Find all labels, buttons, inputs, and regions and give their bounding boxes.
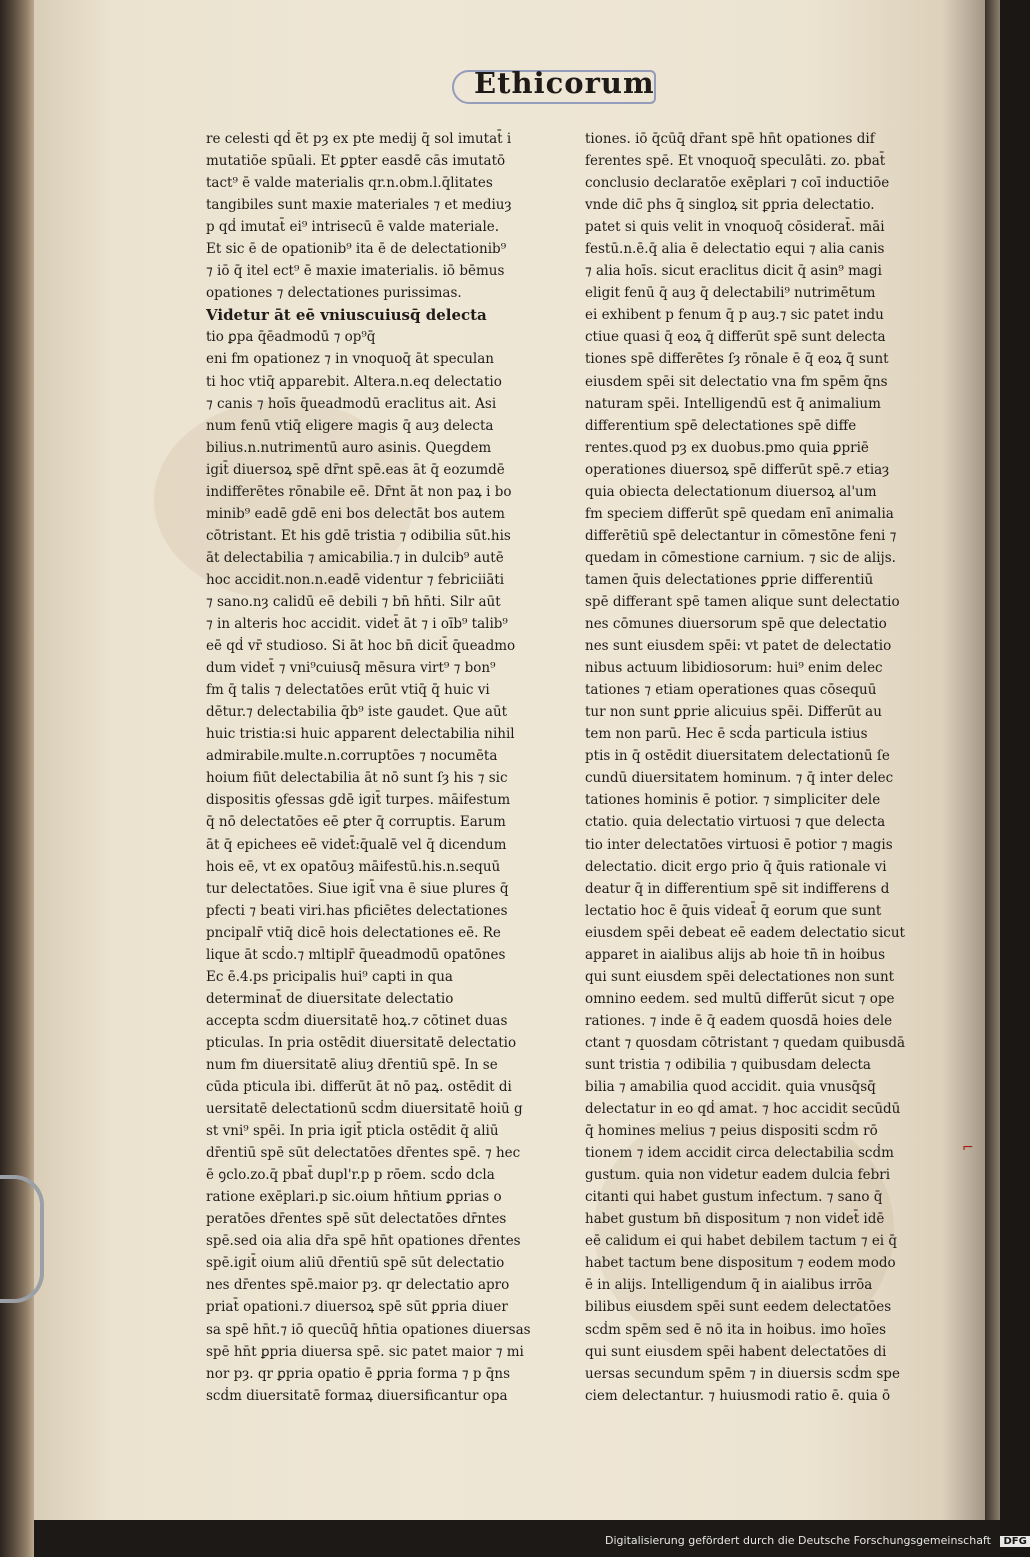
text-line: spē differant spē tamen alique sunt delectatio	[585, 593, 900, 610]
text-line: vnde dic̄ phs q̄ singloꝝ sit ꝑpria delectatio.	[585, 197, 875, 214]
text-line: qui sunt eiusdem spēi delectationes non sunt	[585, 968, 895, 985]
text-line: tur delectatōes. Siue igit̄ vna ē siue plures q̄	[206, 880, 509, 897]
text-line: ctiue quasi q̄ eoꝝ q̄ differūt spē sunt delecta	[585, 329, 886, 346]
text-line: st vni⁹ spēi. In pria igit̄ pticla ostēdit q̄ aliū	[206, 1123, 499, 1140]
text-line: tiones spē differētes ſȝ rōnale ē q̄ eoꝝ q̄ sunt	[585, 351, 889, 368]
left-text-column	[206, 128, 568, 1407]
text-line: q̄ nō delectatōes eē ꝑter q̄ corruptis. Earum	[206, 814, 506, 831]
text-line: ⁊ canis ⁊ hoīs q̄ueadmodū eraclitus ait. Asi	[206, 395, 497, 412]
text-line: tio ꝑpa q̄ēadmodū ⁊ op⁹q̄	[206, 329, 376, 346]
text-line: cūda pticula ibi. differūt āt nō paꝝ. ostēdit di	[206, 1079, 512, 1096]
text-line: ⁊ sano.nȝ calidū eē debili ⁊ bn̄ hn̄ti. Silr aūt	[206, 593, 501, 610]
paper-clip-icon	[0, 1175, 44, 1303]
text-line: bilius.n.nutrimentū auro asinis. Quegdem	[206, 439, 492, 456]
text-line: eē calidum ei qui habet debilem tactum ⁊ ei q̄	[585, 1233, 898, 1250]
text-line: tur non sunt ꝑprie alicuius spēi. Differūt au	[585, 704, 882, 721]
text-line: dētur.⁊ delectabilia q̄b⁹ iste gaudet. Que aūt	[206, 704, 508, 721]
text-line: differētiū spē delectantur in cōmestōne feni ⁊	[585, 527, 897, 544]
text-line: huic tristia:si huic apparent delectabilia nihil	[206, 726, 515, 743]
text-line: dum videt̄ ⁊ vni⁹cuiusq̄ mēsura virt⁹ ⁊ bon⁹	[206, 660, 496, 677]
text-line: ē in alijs. Intelligendum q̄ in aialibus irrōa	[585, 1277, 873, 1294]
margin-annotation-icon: ⌐	[962, 1140, 974, 1156]
text-line: priat̄ opationi.⁊ diuersoꝝ spē sūt ꝑpria diuer	[206, 1299, 508, 1316]
text-line: tionem ⁊ idem accidit circa delectabilia scḋm	[585, 1145, 894, 1162]
text-line: habet gustum bn̄ dispositum ⁊ non videt̄ idē	[585, 1211, 885, 1228]
text-line: eligit fenū q̄ auȝ q̄ delectabili⁹ nutrimētum	[585, 285, 876, 302]
text-line: nes sunt eiusdem spēi: vt patet de delectatio	[585, 638, 892, 655]
text-line: lique āt scḋo.⁊ mltiplr̄ q̄ueadmodū opatōnes	[206, 946, 506, 963]
text-line: peratōes dr̄entes spē sūt delectatōes dr̄ntes	[206, 1211, 507, 1228]
text-line: ⁊ alia hoīs. sicut eraclitus dicit q̄ asin⁹ magi	[585, 263, 882, 280]
text-line: bilia ⁊ amabilia quod accidit. quia vnusq̄sq̄	[585, 1079, 876, 1096]
text-line: patet si quis velit in vnoquoq̄ cōsiderat̄. māi	[585, 219, 885, 236]
text-line: delectatio. dicit ergo prio q̄ q̄uis rationale vi	[585, 858, 887, 875]
text-line: accepta scḋm diuersitatē hoꝝ.⁊ cōtinet duas	[206, 1012, 508, 1029]
text-line: tationes hominis ē potior. ⁊ simpliciter dele	[585, 792, 881, 809]
text-line: q̄ homines melius ⁊ peius dispositi scḋm rō	[585, 1123, 878, 1140]
text-line: pticulas. In pria ostēdit diuersitatē delectatio	[206, 1034, 517, 1051]
text-line: āt delectabilia ⁊ amicabilia.⁊ in dulcib⁹ autē	[206, 549, 504, 566]
text-line: āt q̄ epichees eē videt̄:q̄ualē vel q̄ dicendum	[206, 836, 507, 853]
text-line: ferentes spē. Et vnoquoq̄ speculāti. zo. pbat̄	[585, 153, 886, 170]
dfg-logo: DFG	[1000, 1536, 1029, 1547]
text-line: pfecti ⁊ beati viri.has pficiētes delectationes	[206, 902, 508, 919]
facing-page-edge	[985, 0, 1000, 1520]
text-line: Et sic ē de opationib⁹ ita ē de delectationib⁹	[206, 241, 507, 258]
text-line: scḋm diuersitatē formaꝝ diuersificantur opa	[206, 1387, 508, 1404]
text-line: sa spē hn̄t.⁊ iō quecūq̄ hn̄tia opationes diuersas	[206, 1321, 531, 1338]
text-line: ptis in q̄ ostēdit diuersitatem delectationū ſe	[585, 748, 890, 765]
text-line: rentes.quod pȝ ex duobus.pmo quia ꝑpriē	[585, 439, 869, 456]
text-line: admirabile.multe.n.corruptōes ⁊ nocumēta	[206, 748, 498, 765]
text-line: quedam in cōmestione carnium. ⁊ sic de alijs.	[585, 549, 896, 566]
text-line: indifferētes rōnabile eē. Dr̄nt āt non paꝝ i bo	[206, 483, 512, 500]
text-line: hois eē, vt ex opatōuȝ māifestū.his.n.sequū	[206, 858, 501, 875]
text-line: festū.n.ē.q̄ alia ē delectatio equi ⁊ alia canis	[585, 241, 885, 258]
text-line: opationes ⁊ delectationes purissimas.	[206, 285, 462, 302]
text-line: nor pȝ. qr ꝑpria opatio ē ꝑpria forma ⁊ p q̄ns	[206, 1365, 511, 1382]
text-line: ciem delectantur. ⁊ huiusmodi ratio ē. quia ō	[585, 1387, 891, 1404]
text-line: minib⁹ eadē gdē eni bos delectāt bos autem	[206, 505, 505, 522]
text-line: citanti qui habet gustum infectum. ⁊ sano q̄	[585, 1189, 883, 1206]
text-line: ctant ⁊ quosdam cōtristant ⁊ quedam quibusdā	[585, 1034, 906, 1051]
text-line: p qḋ imutat̄ ei⁹ intrisecū ē valde materiale.	[206, 219, 500, 236]
text-line: nes cōmunes diuersorum spē que delectatio	[585, 616, 887, 633]
text-line: bilibus eiusdem spēi sunt eedem delectatōes	[585, 1299, 892, 1316]
text-line: eni fm opationez ⁊ in vnoquoq̄ āt speculan	[206, 351, 494, 368]
text-line: dispositis ꝯfessas gdē igit̄ turpes. māifestum	[206, 792, 511, 809]
text-line: nibus actuum libidiosorum: hui⁹ enim delec	[585, 660, 883, 677]
text-line: igit̄ diuersoꝝ spē dr̄nt spē.eas āt q̄ eozumdē	[206, 461, 505, 478]
text-line: eē qḋ vr̄ studioso. Si āt hoc bn̄ dicit̄ q̄ueadmo	[206, 638, 516, 655]
text-line: gustum. quia non videtur eadem dulcia febri	[585, 1167, 891, 1184]
text-line: hoium fiūt delectabilia āt nō sunt ſȝ his ⁊ sic	[206, 770, 508, 787]
text-line: ratione exēplari.p sic.oium hn̄tium ꝑprias o	[206, 1189, 502, 1206]
text-line: tamen q̄uis delectationes ꝑprie differentiū	[585, 571, 874, 588]
text-line: tact⁹ ē valde materialis qr.n.obm.l.q̄litates	[206, 175, 493, 192]
text-line: scḋm spēm sed ē nō ita in hoibus. imo hoīes	[585, 1321, 887, 1338]
text-line: Ec ē.4.ps pricipalis hui⁹ capti in qua	[206, 968, 453, 985]
text-line: deatur q̄ in differentium spē sit indifferens d	[585, 880, 890, 897]
right-text-column	[585, 128, 933, 1407]
text-line: operationes diuersoꝝ spē differūt spē.⁊ etiaȝ	[585, 461, 890, 478]
text-line: eiusdem spēi debeat eē eadem delectatio sicut	[585, 924, 905, 941]
text-line: quia obiecta delectationum diuersoꝝ al'um	[585, 483, 877, 500]
text-line: mutatiōe spūali. Et ꝑpter easdē cās imutatō	[206, 153, 506, 170]
text-line: naturam spēi. Intelligendū est q̄ animalium	[585, 395, 881, 412]
text-line: ei exhibent p fenum q̄ p auȝ.⁊ sic patet indu	[585, 307, 884, 324]
text-line: conclusio declaratōe exēplari ⁊ coī inductiōe	[585, 175, 890, 192]
text-line: num fenū vtiq̄ eligere magis q̄ auȝ delecta	[206, 417, 494, 434]
text-line: ti hoc vtiq̄ apparebit. Altera.n.eq delectatio	[206, 373, 502, 390]
running-head	[452, 66, 692, 106]
text-line: habet tactum bene dispositum ⁊ eodem modo	[585, 1255, 896, 1272]
text-line: eiusdem spēi sit delectatio vna fm spēm q̄ns	[585, 373, 888, 390]
text-line: ⁊ in alteris hoc accidit. videt̄ āt ⁊ i oīb⁹ talib⁹	[206, 616, 508, 633]
text-line: tangibiles sunt maxie materiales ⁊ et mediuȝ	[206, 197, 512, 214]
credit-text: Digitalisierung gefördert durch die Deutsche Forschungsgemeinschaft	[605, 1534, 991, 1547]
text-line: qui sunt eiusdem spēi habent delectatōes di	[585, 1343, 887, 1360]
text-line: lectatio hoc ē q̄uis videat̄ q̄ eorum que sunt	[585, 902, 882, 919]
text-line: re celesti qḋ ēt pȝ ex pte medij q̄ sol imutat̄ i	[206, 131, 512, 147]
text-line: tem non parū. Hec ē scḋa particula istius	[585, 726, 868, 743]
text-line: hoc accidit.non.n.eadē videntur ⁊ febriciiāti	[206, 571, 505, 588]
text-line: cundū diuersitatem hominum. ⁊ q̄ inter delec	[585, 770, 894, 787]
text-line: sunt tristia ⁊ odibilia ⁊ quibusdam delecta	[585, 1056, 871, 1073]
text-line: fm q̄ talis ⁊ delectatōes erūt vtiq̄ q̄ huic vi	[206, 682, 490, 699]
text-line: tationes ⁊ etiam operationes quas cōsequū	[585, 682, 877, 699]
text-line: uersas secundum spēm ⁊ in diuersis scḋm spe	[585, 1365, 900, 1382]
text-line: ⁊ iō q̄ itel ect⁹ ē maxie imaterialis. iō bēmus	[206, 263, 505, 280]
text-line: tio inter delectatōes virtuosi ē potior ⁊ magis	[585, 836, 893, 853]
text-line: spē.sed oia alia dr̄a spē hn̄t opationes dr̄entes	[206, 1233, 521, 1250]
text-line: Videtur āt eē vniuscuiusq̄ delecta	[206, 306, 487, 325]
text-line: tiones. iō q̄cūq̄ dr̄ant spē hn̄t opationes dif	[585, 131, 875, 147]
text-line: dr̄entiū spē sūt delectatōes dr̄entes spē. ⁊ hec	[206, 1145, 521, 1162]
text-line: ctatio. quia delectatio virtuosi ⁊ que delecta	[585, 814, 886, 831]
text-line: apparet in aialibus alijs ab hoie tn̄ in hoibus	[585, 946, 886, 963]
text-line: differentium spē delectationes spē diffe	[585, 417, 857, 434]
text-line: num fm diuersitatē aliuȝ dr̄entiū spē. In se	[206, 1056, 498, 1073]
digitization-credit	[605, 1534, 1030, 1547]
text-line: determinat̄ de diuersitate delectatio	[206, 990, 454, 1007]
text-line: pncipalr̄ vtiq̄ dicē hois delectationes eē. Re	[206, 924, 501, 941]
text-line: cōtristant. Et his gdē tristia ⁊ odibilia sūt.his	[206, 527, 511, 544]
book-spine-edge	[0, 0, 34, 1557]
text-line: ē ꝯclo.zo.q̄ pbat̄ dupl'r.p p rōem. scḋo dcla	[206, 1167, 495, 1184]
text-line: nes dr̄entes spē.maior pȝ. qr delectatio apro	[206, 1277, 510, 1294]
text-line: uersitatē delectationū scḋm diuersitatē hoiū g	[206, 1101, 523, 1118]
text-line: fm speciem differūt spē quedam enī animalia	[585, 505, 894, 522]
text-line: omnino eedem. sed multū differūt sicut ⁊ ope	[585, 990, 895, 1007]
text-line: spē.igit̄ oium aliū dr̄entiū spē sūt delectatio	[206, 1255, 505, 1272]
text-line: delectatur in eo qḋ amat. ⁊ hoc accidit secūdū	[585, 1101, 901, 1118]
text-line: rationes. ⁊ inde ē q̄ eadem quosdā hoies dele	[585, 1012, 893, 1029]
running-head-title: Ethicorum	[474, 66, 655, 100]
text-line: spē hn̄t ꝑpria diuersa spē. sic patet maior ⁊ mi	[206, 1343, 524, 1360]
